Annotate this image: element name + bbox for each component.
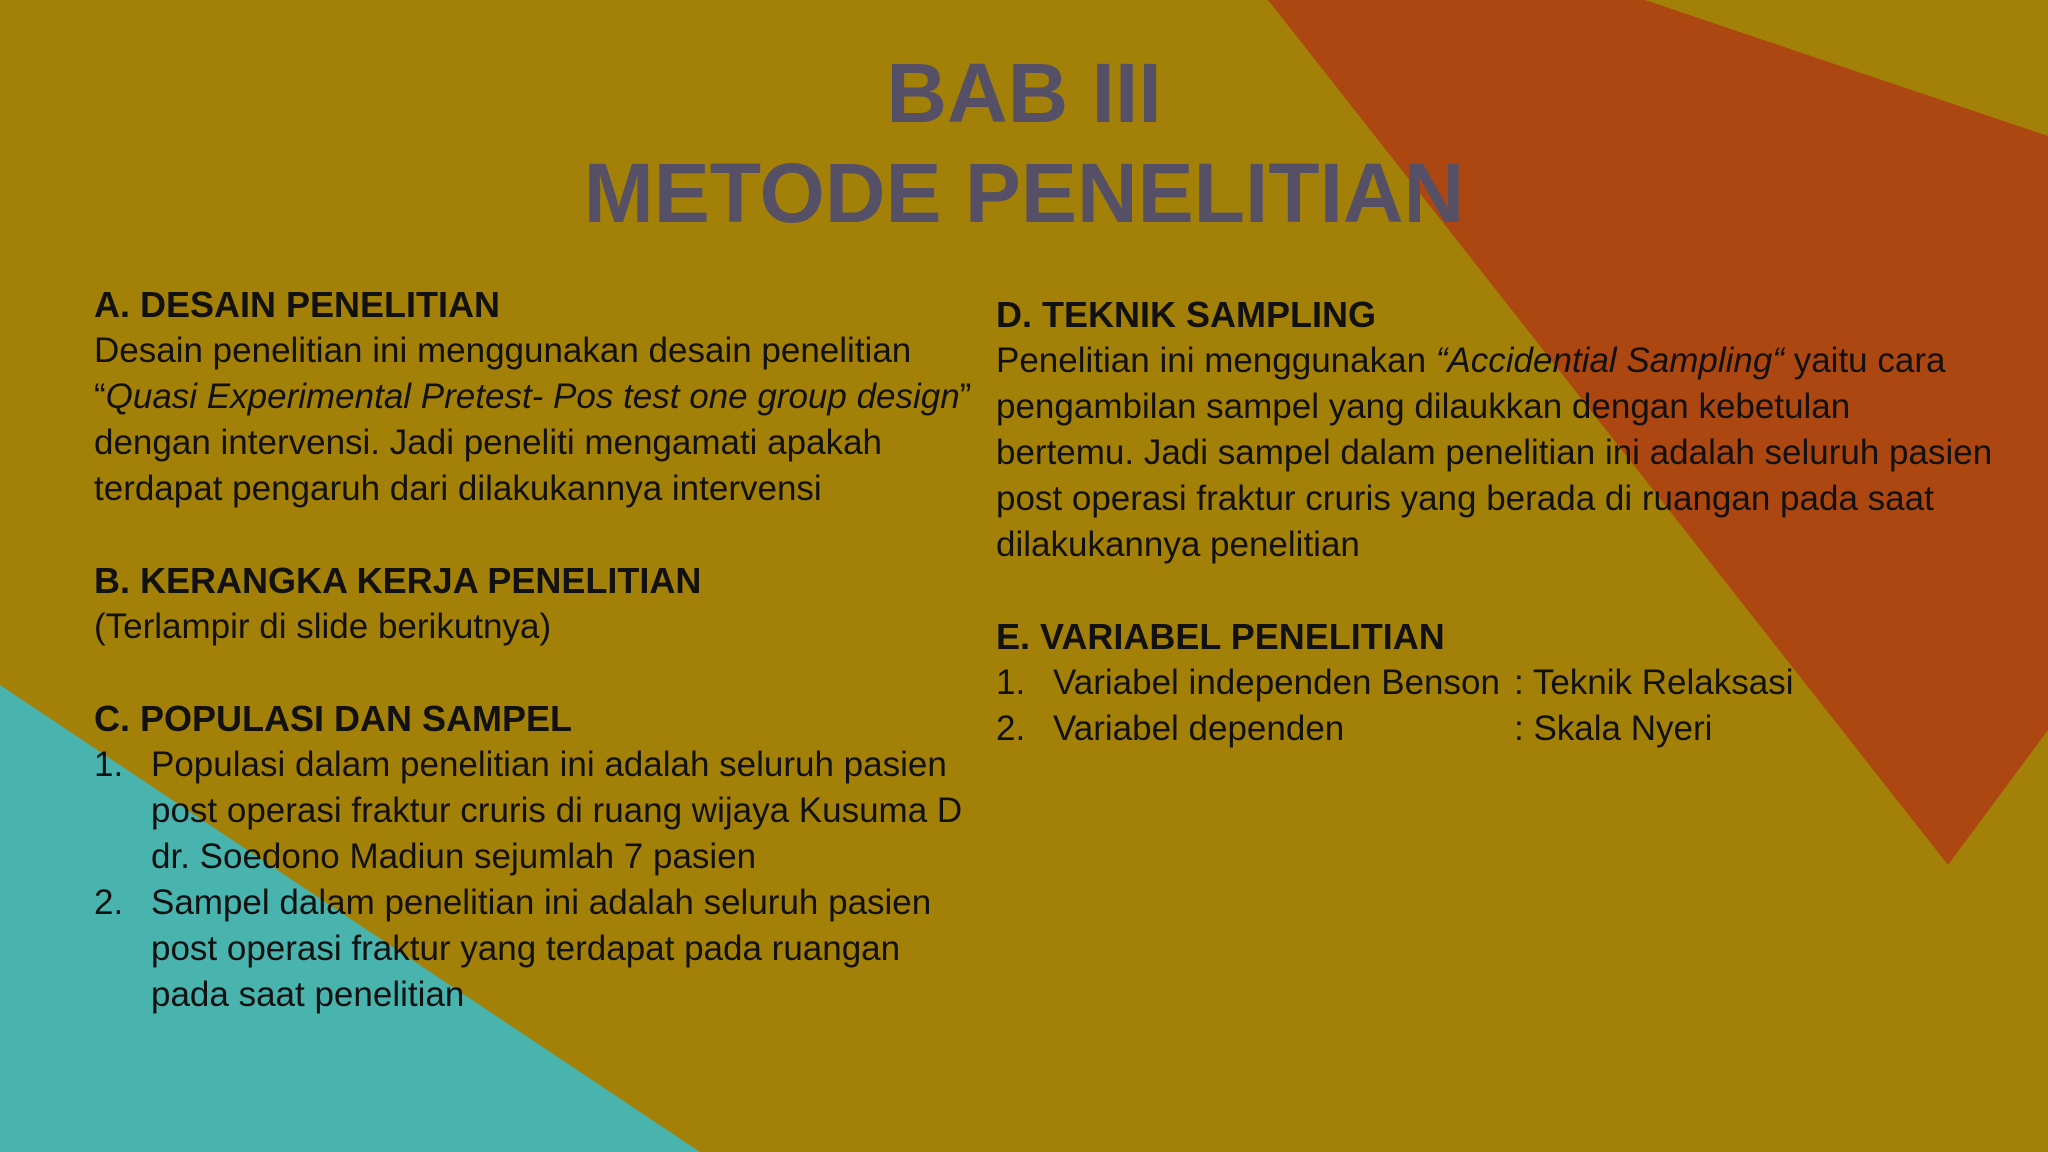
variable-row xyxy=(996,660,1996,706)
list-item-text: Sampel dalam penelitian ini adalah seluruh pasien post operasi fraktur yang terdapat pada ruangan pada saat penelitian xyxy=(151,883,932,1014)
list-item xyxy=(94,742,974,880)
variable-number: 1. xyxy=(996,663,1026,702)
variable-value: : Teknik Relaksasi xyxy=(1514,663,1794,702)
section-d-text xyxy=(996,338,1996,568)
section-a-text-italic: Quasi Experimental Pretest- Pos test one group design xyxy=(105,377,960,416)
variable-name: Variabel dependen xyxy=(1053,709,1345,748)
list-item-text: Populasi dalam penelitian ini adalah seluruh pasien post operasi fraktur cruris di ruang wijaya Kusuma D dr. Soedono Madiun sejumlah 7 pasien xyxy=(151,745,963,876)
variable-number: 2. xyxy=(996,709,1026,748)
variable-value: : Skala Nyeri xyxy=(1514,709,1713,748)
section-a-text xyxy=(94,328,974,512)
variable-name: Variabel independen Benson xyxy=(1053,663,1500,702)
section-d-text-italic: “Accidential Sampling“ xyxy=(1435,341,1784,380)
variable-row xyxy=(996,706,1996,752)
slide-title-line-2: METODE PENELITIAN xyxy=(583,146,1465,240)
section-c-heading: C. POPULASI DAN SAMPEL xyxy=(94,698,573,739)
section-b-heading: B. KERANGKA KERJA PENELITIAN xyxy=(94,560,702,601)
section-b-text: (Terlampir di slide berikutnya) xyxy=(94,607,552,646)
section-a-heading: A. DESAIN PENELITIAN xyxy=(94,284,501,325)
section-c-list xyxy=(94,742,974,1018)
slide-title-line-1: BAB III xyxy=(886,46,1162,140)
list-item xyxy=(94,880,974,1018)
section-a-text-part-1: Desain penelitian ini menggunakan desain penelitian “ xyxy=(94,331,912,416)
section-a-text-part-2: ” dengan intervensi. Jadi peneliti mengamati apakah terdapat pengaruh dari dilakukannya intervensi xyxy=(94,377,972,508)
left-column xyxy=(94,282,974,1018)
section-d-text-part-1: Penelitian ini menggunakan xyxy=(996,341,1436,380)
section-e-heading: E. VARIABEL PENELITIAN xyxy=(996,616,1445,657)
section-d-heading: D. TEKNIK SAMPLING xyxy=(996,294,1377,335)
list-item-number: 1. xyxy=(94,745,124,784)
right-column xyxy=(996,292,1996,752)
list-item-number: 2. xyxy=(94,883,124,922)
section-d-text-part-2: yaitu cara pengambilan sampel yang dilaukkan dengan kebetulan bertemu. Jadi sampel dalam penelitian ini adalah seluruh pasien post operasi fraktur cruris yang berada di ruangan pada saat dilakukannya penelitian xyxy=(996,341,1993,564)
